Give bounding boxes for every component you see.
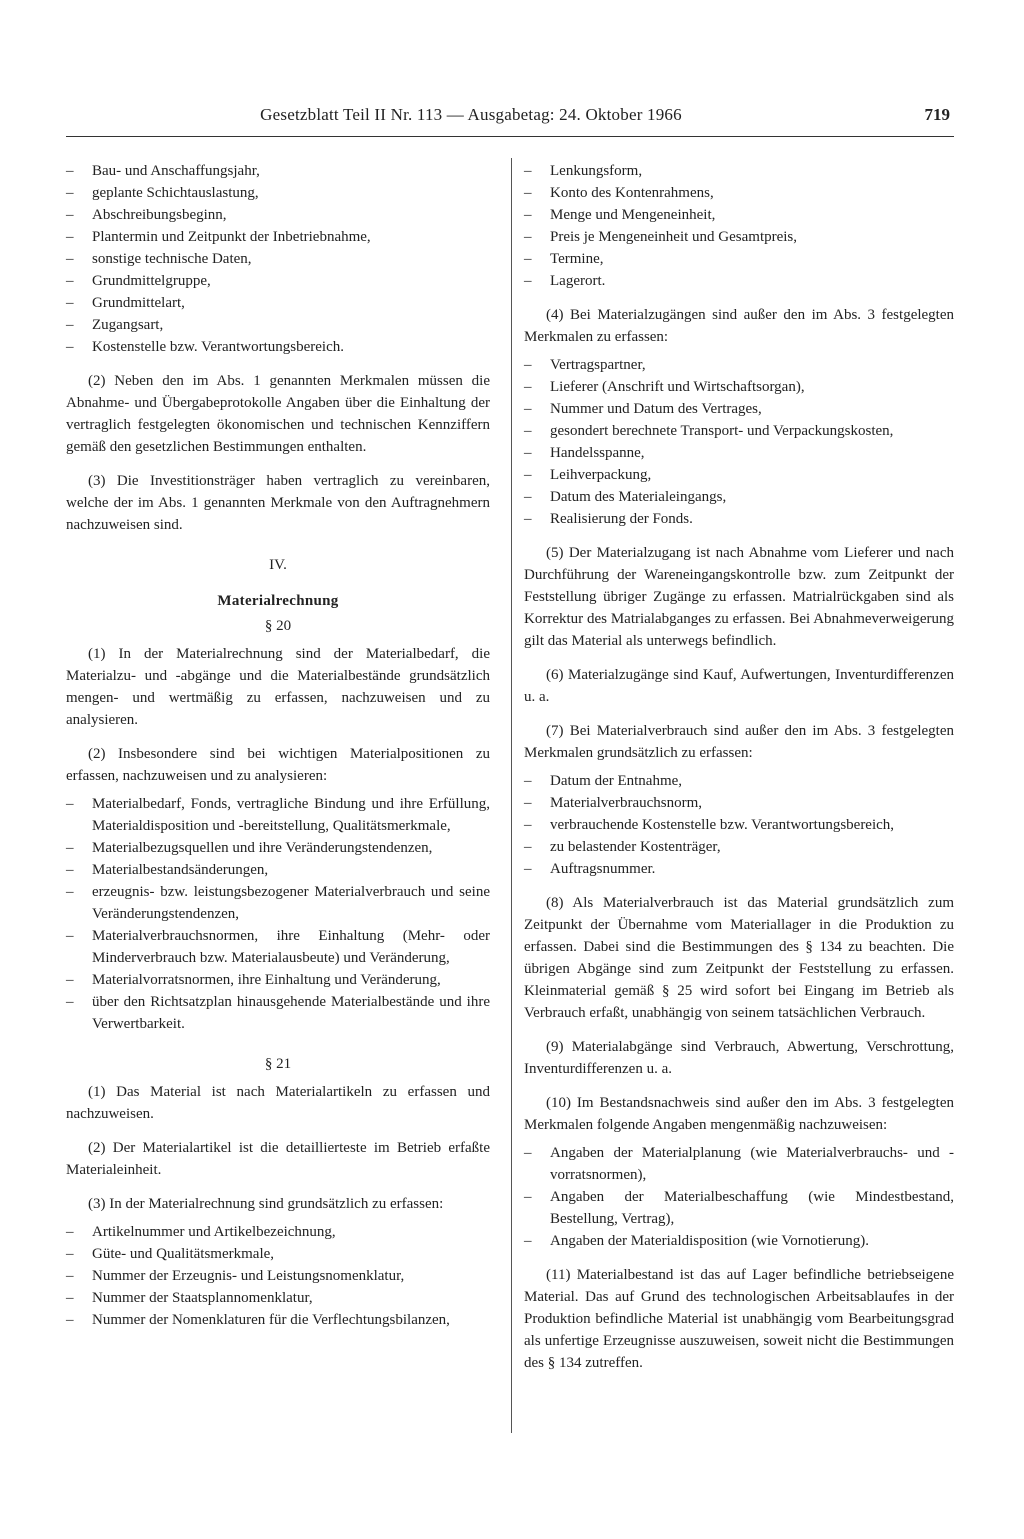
list-item: – Kostenstelle bzw. Verantwortungsbereich. (66, 336, 490, 358)
list-item: – Materialbezugsquellen und ihre Veränderungstendenzen, (66, 837, 490, 859)
paragraph: (8) Als Materialverbrauch ist das Material grundsätzlich zum Zeitpunkt der Übernahme vom Materiallager in die Produktion zu erfassen. Dabei sind die Bestimmungen des § 134 zu beachten. Die übrigen Abgänge sind zum Zeitpunkt der Feststellung zu erfassen. Kleinmaterial gemäß § 25 wird sofort bei Eingang im Betrieb als Verbrauch erfaßt, unabhängig von seinem tatsächlichen Verbrauch. (524, 895, 954, 1021)
paragraph-sign: § 21 (264, 1056, 292, 1072)
list-item: – Termine, (524, 248, 954, 270)
list-item: – Materialverbrauchsnorm, (524, 792, 954, 814)
right-column (524, 160, 954, 1374)
list-item: – Vertragspartner, (524, 354, 954, 376)
list-item: – Lagerort. (524, 270, 954, 292)
paragraph: (1) Das Material ist nach Materialartikeln zu erfassen und nachzuweisen. (66, 1084, 490, 1122)
list-erfassen (66, 1221, 490, 1331)
paragraph: (7) Bei Materialverbrauch sind außer den im Abs. 3 festgelegten Merkmalen grundsätzlich zu erfassen: (524, 723, 954, 761)
list-item: – Lenkungsform, (524, 160, 954, 182)
list-item: – erzeugnis- bzw. leistungsbezogener Materialverbrauch und seine Veränderungstendenzen, (66, 881, 490, 925)
list-materialpositionen (66, 793, 490, 1035)
list-item: – Zugangsart, (66, 314, 490, 336)
list-item: – sonstige technische Daten, (66, 248, 490, 270)
list-item: – Artikelnummer und Artikelbezeichnung, (66, 1221, 490, 1243)
header-title: Gesetzblatt Teil II Nr. 113 — Ausgabetag: 24. Oktober 1966 (260, 105, 682, 124)
list-item: – Realisierung der Fonds. (524, 508, 954, 530)
list-item: – Angaben der Materialbeschaffung (wie Mindestbestand, Bestellung, Vertrag), (524, 1186, 954, 1230)
paragraph: (6) Materialzugänge sind Kauf, Aufwertungen, Inventurdifferenzen u. a. (524, 667, 954, 705)
list-item: – Nummer der Nomenklaturen für die Verflechtungsbilanzen, (66, 1309, 490, 1331)
list-item: – zu belastender Kostenträger, (524, 836, 954, 858)
left-column (66, 160, 490, 1331)
list-materialzugaenge (524, 354, 954, 530)
list-item: – Grundmittelart, (66, 292, 490, 314)
paragraph: (5) Der Materialzugang ist nach Abnahme vom Lieferer und nach Durchführung der Wareneingangskontrolle bzw. zum Zeitpunkt der Feststellung übriger Zugänge zu erfassen. Matrialrückgaben sind als Korrektur des Matrialabganges zu erfassen. Bei Abnahmeverweigerung gilt das Material als unterwegs befindlich. (524, 545, 954, 649)
section-number: IV. (269, 557, 287, 573)
list-item: – Bau- und Anschaffungsjahr, (66, 160, 490, 182)
list-item: – Materialvorratsnormen, ihre Einhaltung und Veränderung, (66, 969, 490, 991)
list-item: – Menge und Mengeneinheit, (524, 204, 954, 226)
list-item: – Nummer und Datum des Vertrages, (524, 398, 954, 420)
list-item: – Abschreibungsbeginn, (66, 204, 490, 226)
list-item: – verbrauchende Kostenstelle bzw. Verantwortungsbereich, (524, 814, 954, 836)
list-item: – Güte- und Qualitätsmerkmale, (66, 1243, 490, 1265)
section-title: Materialrechnung (217, 593, 339, 609)
list-item: – geplante Schichtauslastung, (66, 182, 490, 204)
paragraph: (10) Im Bestandsnachweis sind außer den im Abs. 3 festgelegten Merkmalen folgende Angaben mengenmäßig nachzuweisen: (524, 1095, 954, 1133)
list-artikel (524, 160, 954, 292)
paragraph: (2) Der Materialartikel ist die detaillierteste im Betrieb erfaßte Materialeinheit. (66, 1140, 490, 1178)
paragraph: (3) In der Materialrechnung sind grundsätzlich zu erfassen: (88, 1196, 444, 1212)
list-item: – Angaben der Materialplanung (wie Materialverbrauchs- und -vorratsnormen), (524, 1142, 954, 1186)
list-item: – Datum des Materialeingangs, (524, 486, 954, 508)
list-item: – Materialverbrauchsnormen, ihre Einhaltung (Mehr- oder Minderverbrauch bzw. Materialausbeute) und Veränderung, (66, 925, 490, 969)
paragraph: (1) In der Materialrechnung sind der Materialbedarf, die Materialzu- und -abgänge und die Materialbestände grundsätzlich mengen- und wertmäßig zu erfassen, nachzuweisen und zu analysieren. (66, 646, 490, 728)
list-item: – Grundmittelgruppe, (66, 270, 490, 292)
paragraph: (2) Insbesondere sind bei wichtigen Materialpositionen zu erfassen, nachzuweisen und zu analysieren: (66, 746, 490, 784)
column-divider (511, 158, 512, 1433)
list-item: – über den Richtsatzplan hinausgehende Materialbestände und ihre Verwertbarkeit. (66, 991, 490, 1035)
list-item: – Nummer der Staatsplannomenklatur, (66, 1287, 490, 1309)
paragraph: (11) Materialbestand ist das auf Lager befindliche betriebseigene Material. Das auf Grund des technologischen Arbeitsablaufes in der Produktion befindliche Material ist unabhängig vom Bearbeitungsgrad als unfertige Erzeugnisse auszuweisen, soweit nicht die Bestimmungen des § 134 zutreffen. (524, 1267, 954, 1371)
page-header (66, 100, 954, 130)
page-number: 719 (924, 105, 950, 124)
list-item: – Auftragsnummer. (524, 858, 954, 880)
list-merkmale (66, 160, 490, 358)
list-bestandsnachweis (524, 1142, 954, 1252)
paragraph: (3) Die Investitionsträger haben vertraglich zu vereinbaren, welche der im Abs. 1 genannten Merkmale von den Auftragnehmern nachzuweisen sind. (66, 473, 490, 533)
list-item: – gesondert berechnete Transport- und Verpackungskosten, (524, 420, 954, 442)
paragraph-sign: § 20 (264, 618, 292, 634)
list-item: – Materialbestandsänderungen, (66, 859, 490, 881)
list-item: – Datum der Entnahme, (524, 770, 954, 792)
list-item: – Preis je Mengeneinheit und Gesamtpreis, (524, 226, 954, 248)
list-item: – Handelsspanne, (524, 442, 954, 464)
list-item: – Nummer der Erzeugnis- und Leistungsnomenklatur, (66, 1265, 490, 1287)
list-item: – Konto des Kontenrahmens, (524, 182, 954, 204)
list-item: – Leihverpackung, (524, 464, 954, 486)
list-materialverbrauch (524, 770, 954, 880)
header-rule (66, 136, 954, 137)
list-item: – Angaben der Materialdisposition (wie Vornotierung). (524, 1230, 954, 1252)
list-item: – Lieferer (Anschrift und Wirtschaftsorgan), (524, 376, 954, 398)
paragraph: (4) Bei Materialzugängen sind außer den im Abs. 3 festgelegten Merkmalen zu erfassen: (524, 307, 954, 345)
list-item: – Plantermin und Zeitpunkt der Inbetriebnahme, (66, 226, 490, 248)
paragraph: (2) Neben den im Abs. 1 genannten Merkmalen müssen die Abnahme- und Übergabeprotokolle Angaben über die Einhaltung der vertraglich festgelegten ökonomischen und technischen Kennziffern gemäß den gesetzlichen Bestimmungen enthalten. (66, 373, 490, 455)
list-item: – Materialbedarf, Fonds, vertragliche Bindung und ihre Erfüllung, Materialdisposition und -bereitstellung, Qualitätsmerkmale, (66, 793, 490, 837)
paragraph: (9) Materialabgänge sind Verbrauch, Abwertung, Verschrottung, Inventurdifferenzen u. a. (524, 1039, 954, 1077)
